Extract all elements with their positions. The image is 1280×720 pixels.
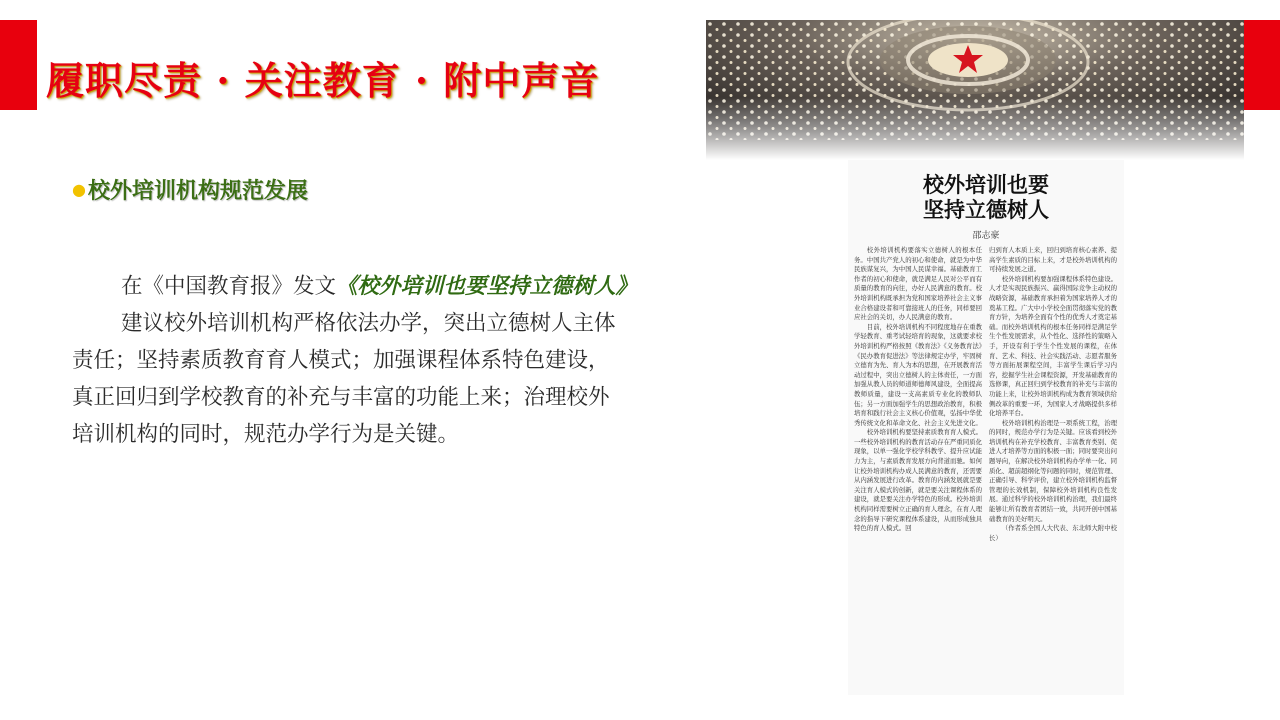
clipping-paragraph: 校外培训机构要坚持素质教育育人模式。一些校外培训机构的教育活动存在严重同质化现象，以单一强化学校学科教学、提升应试能力为主，与素质教育发展方向背道而驰。如何让校外培训机构办成人民满意的教育，还需要从内涵发展进行改革。教育的内涵发展就是要关注育人模式的创新，就是要关注课程体系的建设，就是要关注办学特色的形成。校外培训机构同样需要树立正确的育人理念，在育人理念的指导下研究课程体系建设，从而形成独具特色的育人模式。回	[854, 428, 982, 533]
article-title: 《校外培训也要坚持立德树人》	[336, 274, 638, 299]
slide-title: 履职尽责 · 关注教育 · 附中声音	[46, 58, 600, 103]
intro-prefix: 在《中国教育报》发文	[121, 274, 337, 299]
right-accent-bar	[1244, 20, 1280, 110]
clipping-paragraph: 目前，校外培训机构不同程度地存在重教学轻教育、重考试轻培育的现象，这就要求校外培训机构严格按照《教育法》《义务教育法》《民办教育促进法》等法律规定办学，牢固树立德育为先、育人为本的思想，在开展教育活动过程中，突出立德树人的主体责任，一方面加强从教人员的师道师德师风建设，全面提高教师质量，建设一支高素质专业化的教师队伍；另一方面加强学生的思想政治教育，积极培育和践行社会主义核心价值观，弘扬中华优秀传统文化和革命文化、社会主义先进文化。	[854, 322, 982, 427]
bullet-icon: ●	[72, 180, 86, 199]
clipping-author: 邵志豪	[972, 231, 1000, 241]
clipping-headline-line: 校外培训也要	[923, 172, 1049, 197]
section-heading	[72, 174, 308, 205]
clipping-column-right	[989, 246, 1117, 691]
clipping-paragraph: 校外培训机构要加强课程体系特色建设。人才是实现民族振兴、赢得国际竞争主动权的战略资源，基础教育承担着为国家培养人才的奠基工程。广大中小学校全面贯彻落实党的教育方针，为培养全面有个性的优秀人才奠定基础。而校外培训机构的根本任务同样是满足学生个性发展需求，从个性化、选择性的策略入手，开设有利于学生个性发展的课程，在体育、艺术、科技、社会实践活动、志愿者服务等方面拓展课程空间，丰富学生课后学习内容，挖掘学生社会课程资源，开发基础教育的选修课，真正回归到学校教育的补充与丰富的功能上来，让校外培训机构成为教育领域供给侧改革的重要一环，为国家人才战略提供多样化培养平台。	[989, 274, 1117, 418]
newspaper-clipping	[848, 160, 1124, 695]
body-line: 责任；坚持素质教育育人模式；加强课程体系特色建设，	[72, 348, 610, 373]
clipping-paragraph: 归到育人本质上来，回归到培育核心素养、提高学生素质的目标上来，才是校外培训机构的可持续发展之道。	[989, 246, 1117, 274]
body-line: 建议校外培训机构严格依法办学，突出立德树人主体	[121, 311, 616, 336]
clipping-headline-line: 坚持立德树人	[923, 197, 1049, 222]
body-line: 真正回归到学校教育的补充与丰富的功能上来；治理校外	[72, 385, 610, 410]
body-paragraph	[72, 268, 702, 453]
clipping-paragraph: 校外培训机构治理是一项系统工程，治理的同时，规范办学行为是关键。应该看到校外培训机构在补充学校教育、丰富教育类别、促进人才培养等方面的积极一面；同时要突出问题导向，在解决校外培训机构办学单一化、同质化、超前超纲化等问题的同时，规范管理、正确引导、科学评价，建立校外培训机构监督管理的长效机制，保障校外培训机构良性发展。通过科学的校外培训机构治理，我们最终能够让所有教育者团结一致，共同开创中国基础教育的美好明天。	[989, 418, 1117, 523]
clipping-column-left	[854, 246, 982, 691]
clipping-paragraph: 校外培训机构要落实立德树人的根本任务。中国共产党人的初心和使命，就是为中华民族谋复兴，为中国人民谋幸福。基础教育工作者的初心和使命，就是满足人民对公平而有质量的教育的向往，办好人民满意的教育。校外培训机构既承担为党和国家培养社会主义事业合格建设者和可靠接班人的任务，同样要回应社会的关切，办人民满意的教育。	[854, 246, 982, 322]
clipping-headline	[848, 172, 1124, 222]
clipping-paragraph: （作者系全国人大代表、东北师大附中校长）	[989, 524, 1117, 542]
left-accent-bar	[0, 20, 37, 110]
great-hall-ceiling-photo	[706, 20, 1244, 160]
section-title: 校外培训机构规范发展	[87, 179, 308, 204]
intro-line	[72, 268, 702, 305]
body-line: 培训机构的同时，规范办学行为是关键。	[72, 422, 460, 447]
